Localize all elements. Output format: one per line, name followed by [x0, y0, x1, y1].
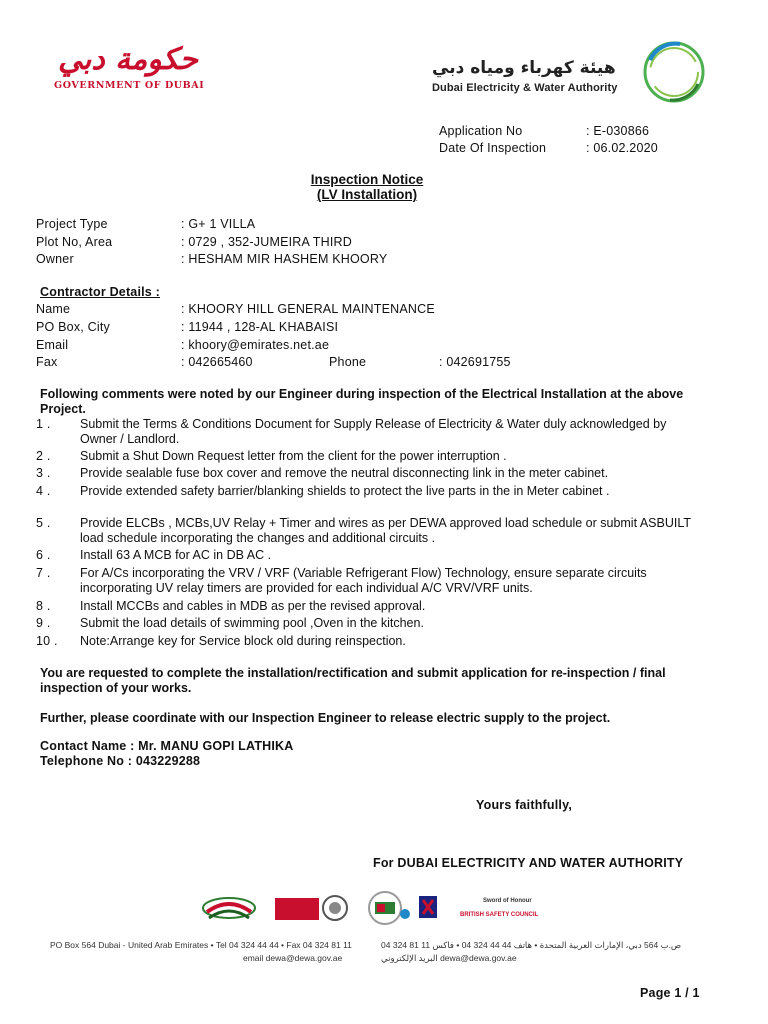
fax-label: Fax [36, 355, 58, 369]
footer-english-address: PO Box 564 Dubai - United Arab Emirates • Tel 04 324 44 44 • Fax 04 324 81 11 [50, 940, 352, 950]
comment-number: 10 . [36, 634, 58, 648]
phone-value: : 042691755 [439, 355, 511, 369]
government-of-dubai-logo-arabic: حكومة دبي [58, 42, 198, 77]
owner-label: Owner [36, 252, 74, 266]
comment-text: Submit a Shut Down Request letter from the client for the power interruption . [80, 449, 507, 463]
comment-text: Install 63 A MCB for AC in DB AC . [80, 548, 272, 562]
coordinate-paragraph: Further, please coordinate with our Inspection Engineer to release electric supply to the project. [40, 711, 611, 725]
notice-subtitle: (LV Installation) [316, 187, 418, 202]
british-safety-council-label: BRITISH SAFETY COUNCIL [460, 912, 539, 918]
comment-number: 9 . [36, 616, 51, 630]
notice-title: Inspection Notice [310, 172, 424, 187]
application-no-label: Application No [439, 124, 523, 138]
comment-text: Provide ELCBs , MCBs,UV Relay + Timer and wires as per DEWA approved load schedule or submit ASBUILT load schedule incorporating the changes and additional circuits . [80, 516, 691, 545]
comment-text: Submit the load details of swimming pool ,Oven in the kitchen. [80, 616, 424, 630]
comment-number: 5 . [36, 516, 51, 530]
plot-no-label: Plot No, Area [36, 235, 113, 249]
fax-value: : 042665460 [181, 355, 253, 369]
phone-label: Phone [329, 355, 367, 369]
plot-no-value: : 0729 , 352-JUMEIRA THIRD [181, 235, 353, 249]
footer-arabic-address: ص.ب 564 دبي، الإمارات العربية المتحدة • هاتف 44 44 324 04 • فاكس 11 81 324 04 [381, 940, 682, 950]
footer-arabic-email: البريد الإلكتروني dewa@dewa.gov.ae [381, 953, 517, 963]
comment-number: 2 . [36, 449, 51, 463]
comment-number: 7 . [36, 566, 51, 580]
for-dewa-signature: For DUBAI ELECTRICITY AND WATER AUTHORITY [373, 856, 684, 870]
intro-paragraph: Following comments were noted by our Engineer during inspection of the Electrical Installation at the above Project. [40, 387, 684, 416]
comment-number: 8 . [36, 599, 51, 613]
comment-text: Provide sealable fuse box cover and remove the neutral disconnecting link in the meter cabinet. [80, 466, 609, 480]
project-type-value: : G+ 1 VILLA [181, 217, 256, 231]
certification-logos-icon [195, 888, 535, 932]
comment-number: 6 . [36, 548, 51, 562]
comment-text: Install MCCBs and cables in MDB as per the revised approval. [80, 599, 426, 613]
inspection-date-label: Date Of Inspection [439, 141, 547, 155]
pobox-value: : 11944 , 128-AL KHABAISI [181, 320, 339, 334]
comment-number: 1 . [36, 417, 51, 431]
dewa-ring-logo-icon [640, 38, 708, 106]
inspection-date-value: : 06.02.2020 [586, 141, 658, 155]
email-label: Email [36, 338, 69, 352]
request-paragraph: You are requested to complete the installation/rectification and submit application for re-inspection / final inspection of your works. [40, 666, 666, 695]
comment-number: 4 . [36, 484, 51, 498]
application-no-value: : E-030866 [586, 124, 650, 138]
project-type-label: Project Type [36, 217, 108, 231]
contractor-name-value: : KHOORY HILL GENERAL MAINTENANCE [181, 302, 435, 316]
email-value: : khoory@emirates.net.ae [181, 338, 330, 352]
contact-name: Contact Name : Mr. MANU GOPI LATHIKA [40, 739, 294, 753]
comment-text: Note:Arrange key for Service block old during reinspection. [80, 634, 406, 648]
sword-of-honour-label: Sword of Honour [483, 898, 532, 904]
government-of-dubai-logo-text: GOVERNMENT OF DUBAI [54, 80, 205, 91]
comment-text: Submit the Terms & Conditions Document for Supply Release of Electricity & Water duly acknowledged by Owner / Landlord. [80, 417, 667, 446]
dewa-logo-arabic: هيئة كهرباء ومياه دبي [432, 58, 616, 78]
contact-telephone: Telephone No : 043229288 [40, 754, 201, 768]
page-number: Page 1 / 1 [640, 986, 700, 1000]
comment-text: For A/Cs incorporating the VRV / VRF (Variable Refrigerant Flow) Technology, ensure separate circuits incorporating UV relay timers are provided for each individual A/C VRV/VRF units. [80, 566, 647, 595]
yours-faithfully: Yours faithfully, [476, 798, 572, 812]
contractor-heading: Contractor Details : [40, 285, 160, 299]
owner-value: : HESHAM MIR HASHEM KHOORY [181, 252, 388, 266]
dewa-logo-text: Dubai Electricity & Water Authority [432, 82, 618, 94]
footer-english-email: email dewa@dewa.gov.ae [243, 953, 343, 963]
comment-text: Provide extended safety barrier/blanking shields to protect the live parts in the in Meter cabinet . [80, 484, 610, 498]
pobox-label: PO Box, City [36, 320, 110, 334]
contractor-name-label: Name [36, 302, 71, 316]
comment-number: 3 . [36, 466, 51, 480]
